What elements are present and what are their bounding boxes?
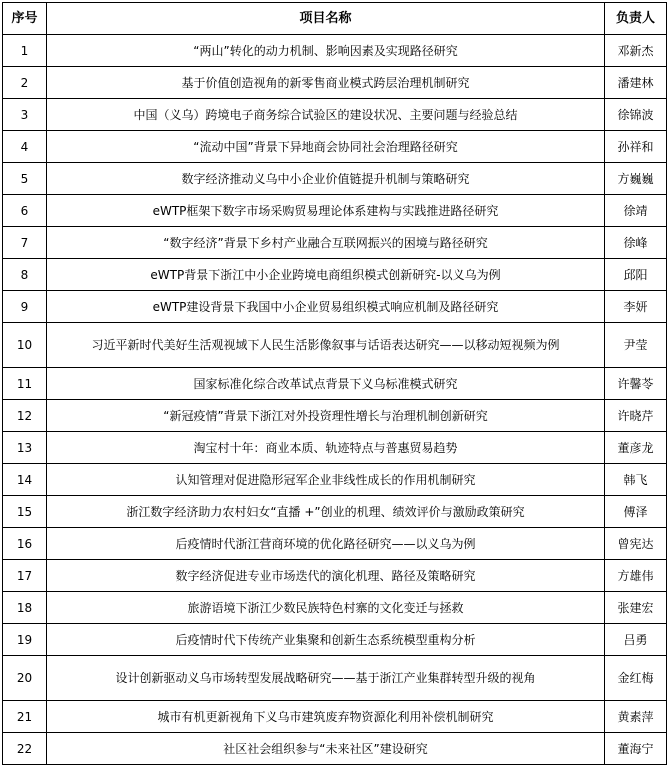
cell-name: 社区社会组织参与“未来社区”建设研究 <box>47 733 605 765</box>
cell-name: 设计创新驱动义乌市场转型发展战略研究——基于浙江产业集群转型升级的视角 <box>47 656 605 701</box>
cell-no: 22 <box>3 733 47 765</box>
cell-owner: 张建宏 <box>605 592 667 624</box>
cell-name: eWTP框架下数字市场采购贸易理论体系建构与实践推进路径研究 <box>47 195 605 227</box>
table-row <box>3 624 667 656</box>
table-row <box>3 464 667 496</box>
cell-name: 中国（义乌）跨境电子商务综合试验区的建设状况、主要问题与经验总结 <box>47 99 605 131</box>
table-row <box>3 656 667 701</box>
project-table <box>2 2 667 765</box>
cell-owner: 孙祥和 <box>605 131 667 163</box>
cell-owner: 曾宪达 <box>605 528 667 560</box>
cell-owner: 徐靖 <box>605 195 667 227</box>
cell-name: 国家标准化综合改革试点背景下义乌标准模式研究 <box>47 368 605 400</box>
table-row <box>3 291 667 323</box>
table-row <box>3 733 667 765</box>
cell-name: 数字经济促进专业市场迭代的演化机理、路径及策略研究 <box>47 560 605 592</box>
table-row <box>3 560 667 592</box>
header-name: 项目名称 <box>47 3 605 35</box>
table-row <box>3 163 667 195</box>
table-row <box>3 259 667 291</box>
table-row <box>3 400 667 432</box>
cell-owner: 尹莹 <box>605 323 667 368</box>
table-row <box>3 496 667 528</box>
cell-no: 15 <box>3 496 47 528</box>
table-row <box>3 99 667 131</box>
cell-no: 1 <box>3 35 47 67</box>
cell-owner: 徐锦波 <box>605 99 667 131</box>
cell-no: 12 <box>3 400 47 432</box>
cell-owner: 董海宁 <box>605 733 667 765</box>
cell-no: 18 <box>3 592 47 624</box>
cell-name: 认知管理对促进隐形冠军企业非线性成长的作用机制研究 <box>47 464 605 496</box>
cell-owner: 邱阳 <box>605 259 667 291</box>
table-row <box>3 701 667 733</box>
cell-no: 7 <box>3 227 47 259</box>
cell-owner: 许馨苓 <box>605 368 667 400</box>
cell-name: 后疫情时代浙江营商环境的优化路径研究——以义乌为例 <box>47 528 605 560</box>
table-row <box>3 323 667 368</box>
cell-name: “新冠疫情”背景下浙江对外投资理性增长与治理机制创新研究 <box>47 400 605 432</box>
table-row <box>3 592 667 624</box>
cell-name: 习近平新时代美好生活观视域下人民生活影像叙事与话语表达研究——以移动短视频为例 <box>47 323 605 368</box>
cell-name: 后疫情时代下传统产业集聚和创新生态系统模型重构分析 <box>47 624 605 656</box>
cell-no: 10 <box>3 323 47 368</box>
header-no: 序号 <box>3 3 47 35</box>
cell-name: eWTP背景下浙江中小企业跨境电商组织模式创新研究-以义乌为例 <box>47 259 605 291</box>
cell-name: 城市有机更新视角下义乌市建筑废弃物资源化利用补偿机制研究 <box>47 701 605 733</box>
cell-no: 2 <box>3 67 47 99</box>
cell-name: 浙江数字经济助力农村妇女“直播 +”创业的机理、绩效评价与激励政策研究 <box>47 496 605 528</box>
table-row <box>3 528 667 560</box>
table-row <box>3 432 667 464</box>
cell-no: 9 <box>3 291 47 323</box>
cell-name: “流动中国”背景下异地商会协同社会治理路径研究 <box>47 131 605 163</box>
cell-no: 4 <box>3 131 47 163</box>
cell-name: “两山”转化的动力机制、影响因素及实现路径研究 <box>47 35 605 67</box>
cell-owner: 方巍巍 <box>605 163 667 195</box>
cell-name: 淘宝村十年：商业本质、轨迹特点与普惠贸易趋势 <box>47 432 605 464</box>
cell-owner: 傅泽 <box>605 496 667 528</box>
cell-name: 数字经济推动义乌中小企业价值链提升机制与策略研究 <box>47 163 605 195</box>
cell-no: 5 <box>3 163 47 195</box>
cell-owner: 潘建林 <box>605 67 667 99</box>
cell-owner: 董彦龙 <box>605 432 667 464</box>
cell-no: 20 <box>3 656 47 701</box>
cell-no: 19 <box>3 624 47 656</box>
cell-name: “数字经济”背景下乡村产业融合互联网振兴的困境与路径研究 <box>47 227 605 259</box>
header-owner: 负责人 <box>605 3 667 35</box>
cell-no: 16 <box>3 528 47 560</box>
table-row <box>3 195 667 227</box>
cell-owner: 韩飞 <box>605 464 667 496</box>
table-row <box>3 368 667 400</box>
cell-owner: 许晓芹 <box>605 400 667 432</box>
cell-no: 14 <box>3 464 47 496</box>
table-row <box>3 131 667 163</box>
cell-name: eWTP建设背景下我国中小企业贸易组织模式响应机制及路径研究 <box>47 291 605 323</box>
cell-owner: 徐峰 <box>605 227 667 259</box>
cell-name: 旅游语境下浙江少数民族特色村寨的文化变迁与拯救 <box>47 592 605 624</box>
header-row <box>3 3 667 35</box>
cell-no: 21 <box>3 701 47 733</box>
cell-no: 3 <box>3 99 47 131</box>
table-row <box>3 227 667 259</box>
cell-owner: 吕勇 <box>605 624 667 656</box>
table-row <box>3 35 667 67</box>
cell-no: 11 <box>3 368 47 400</box>
cell-no: 8 <box>3 259 47 291</box>
table-body <box>3 35 667 765</box>
cell-owner: 黄素萍 <box>605 701 667 733</box>
cell-owner: 李妍 <box>605 291 667 323</box>
cell-name: 基于价值创造视角的新零售商业模式跨层治理机制研究 <box>47 67 605 99</box>
cell-no: 13 <box>3 432 47 464</box>
table-row <box>3 67 667 99</box>
cell-owner: 方雄伟 <box>605 560 667 592</box>
cell-owner: 邓新杰 <box>605 35 667 67</box>
cell-no: 6 <box>3 195 47 227</box>
cell-no: 17 <box>3 560 47 592</box>
cell-owner: 金红梅 <box>605 656 667 701</box>
